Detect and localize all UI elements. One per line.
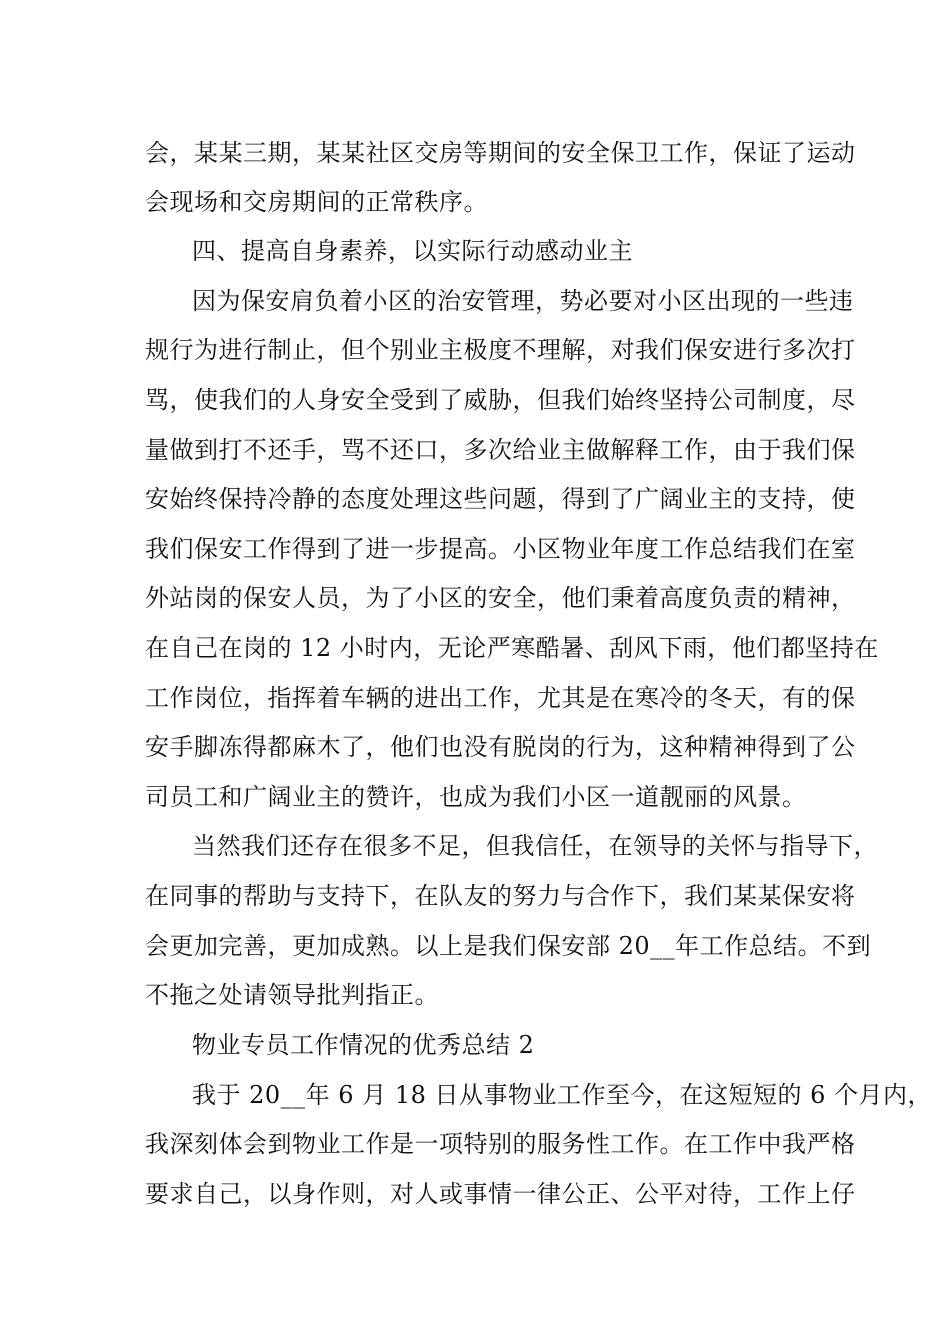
text-line: 当然我们还存在很多不足，但我信任，在领导的关怀与指导下，: [192, 832, 878, 860]
text-line: 不拖之处请领导批判指正。: [145, 981, 439, 1009]
text-line: 工作岗位，指挥着车辆的进出工作，尤其是在寒冷的冬天，有的保: [145, 684, 856, 712]
text-line: 骂，使我们的人身安全受到了威胁，但我们始终坚持公司制度，尽: [145, 386, 856, 414]
text-line: 会现场和交房期间的正常秩序。: [145, 188, 488, 216]
text-line: 规行为进行制止，但个别业主极度不理解，对我们保安进行多次打: [145, 336, 856, 364]
text-line: 安始终保持冷静的态度处理这些问题，得到了广阔业主的支持，使: [145, 485, 856, 513]
section-title: 物业专员工作情况的优秀总结 2: [192, 1031, 535, 1059]
text-line: 在同事的帮助与支持下，在队友的努力与合作下，我们某某保安将: [145, 882, 856, 910]
text-line: 在自己在岗的 12 小时内，无论严寒酷暑、刮风下雨，他们都坚持在: [145, 634, 879, 662]
text-line: 我深刻体会到物业工作是一项特别的服务性工作。在工作中我严格: [145, 1130, 856, 1158]
text-line: 外站岗的保安人员，为了小区的安全，他们秉着高度负责的精神，: [145, 584, 856, 612]
text-line: 会更加完善，更加成熟。以上是我们保安部 20__年工作总结。不到: [145, 932, 872, 960]
text-line: 司员工和广阔业主的赞许，也成为我们小区一道靓丽的风景。: [145, 783, 807, 811]
text-line: 安手脚冻得都麻木了，他们也没有脱岗的行为，这种精神得到了公: [145, 733, 856, 761]
section-heading: 四、提高自身素养，以实际行动感动业主: [192, 237, 633, 265]
text-line: 会，某某三期，某某社区交房等期间的安全保卫工作，保证了运动: [145, 139, 856, 167]
text-line: 量做到打不还手，骂不还口，多次给业主做解释工作，由于我们保: [145, 436, 856, 464]
text-line: 因为保安肩负着小区的治安管理，势必要对小区出现的一些违: [192, 287, 854, 315]
text-line: 我于 20__年 6 月 18 日从事物业工作至今，在这短短的 6 个月内，: [192, 1081, 933, 1109]
text-line: 要求自己，以身作则，对人或事情一律公正、公平对待，工作上仔: [145, 1180, 856, 1208]
text-line: 我们保安工作得到了进一步提高。小区物业年度工作总结我们在室: [145, 535, 856, 563]
